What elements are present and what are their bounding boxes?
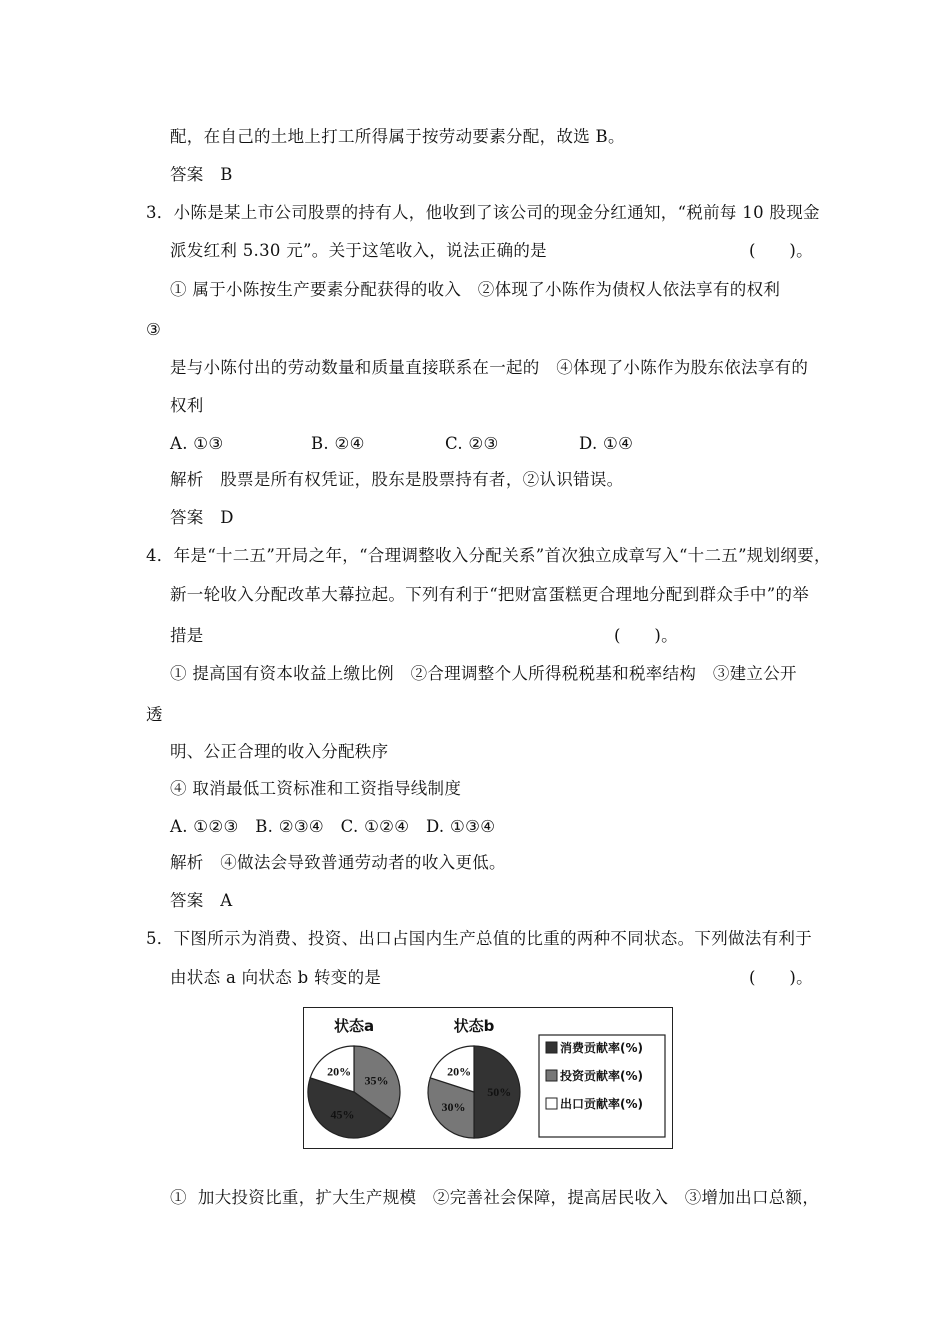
- legend-label: 出口贡献率(%): [560, 1097, 643, 1111]
- slice-label: 30%: [441, 1099, 466, 1114]
- text-line: 新一轮收入分配改革大幕拉起。下列有利于“把财富蛋糕更合理地分配到群众手中”的举: [170, 585, 810, 604]
- slice-label: 35%: [364, 1073, 389, 1088]
- text-line: 由状态 a 向状态 b 转变的是: [170, 968, 382, 987]
- text-line: 透: [146, 705, 163, 724]
- choice-a: A. ①③: [170, 434, 224, 453]
- answer-line: 答案 B: [170, 165, 233, 184]
- option-line: ① 提高国有资本收益上缴比例 ②合理调整个人所得税税基和税率结构 ③建立公开: [170, 664, 797, 683]
- legend-label: 消费贡献率(%): [560, 1041, 643, 1055]
- pie-title: 状态a: [333, 1017, 375, 1035]
- pie-chart-figure: [303, 1007, 673, 1149]
- text-line: 权利: [170, 396, 204, 415]
- answer-line: 答案 A: [170, 891, 233, 910]
- option-line: 是与小陈付出的劳动数量和质量直接联系在一起的 ④体现了小陈作为股东依法享有的: [170, 358, 809, 377]
- text-line: 派发红利 5.30 元”。关于这笔收入，说法正确的是: [170, 241, 547, 260]
- text-line: 明、公正合理的收入分配秩序: [170, 742, 389, 761]
- analysis-line: 解析 股票是所有权凭证，股东是股票持有者，②认识错误。: [170, 470, 624, 489]
- slice-label: 20%: [447, 1064, 472, 1079]
- choice-b: B. ②④: [311, 434, 365, 453]
- legend-swatch: [546, 1098, 557, 1109]
- choices-line: A. ①②③ B. ②③④ C. ①②④ D. ①③④: [170, 817, 496, 836]
- pie-charts: [304, 1008, 674, 1150]
- answer-bracket: ( )。: [749, 968, 813, 987]
- option-line: ① 属于小陈按生产要素分配获得的收入 ②体现了小陈作为债权人依法享有的权利: [170, 280, 781, 299]
- answer-line: 答案 D: [170, 508, 234, 527]
- choice-c: C. ②③: [445, 434, 499, 453]
- choice-d: D. ①④: [579, 434, 634, 453]
- legend-swatch: [546, 1042, 557, 1053]
- option-line: ① 加大投资比重，扩大生产规模 ②完善社会保障，提高居民收入 ③增加出口总额，: [170, 1188, 820, 1207]
- question-5-stem: 5．下图所示为消费、投资、出口占国内生产总值的比重的两种不同状态。下列做法有利于: [146, 929, 812, 948]
- text-line: ③: [146, 320, 162, 339]
- text-line: 措是: [170, 626, 204, 645]
- answer-bracket: ( )。: [749, 241, 813, 260]
- option-line: ④ 取消最低工资标准和工资指导线制度: [170, 779, 462, 798]
- slice-label: 20%: [327, 1064, 352, 1079]
- question-4-stem: 4．年是“十二五”开局之年，“合理调整收入分配关系”首次独立成章写入“十二五”规划纲要，: [146, 546, 831, 565]
- question-3-stem: 3．小陈是某上市公司股票的持有人，他收到了该公司的现金分红通知，“税前每 10 股现金: [146, 203, 820, 222]
- answer-bracket: ( )。: [614, 626, 678, 645]
- slice-label: 45%: [330, 1107, 355, 1122]
- legend-swatch: [546, 1070, 557, 1081]
- analysis-line: 解析 ④做法会导致普通劳动者的收入更低。: [170, 853, 506, 872]
- text-line: 配，在自己的土地上打工所得属于按劳动要素分配，故选 B。: [170, 127, 625, 146]
- pie-title: 状态b: [453, 1017, 495, 1035]
- legend-label: 投资贡献率(%): [560, 1069, 643, 1083]
- slice-label: 50%: [487, 1085, 512, 1099]
